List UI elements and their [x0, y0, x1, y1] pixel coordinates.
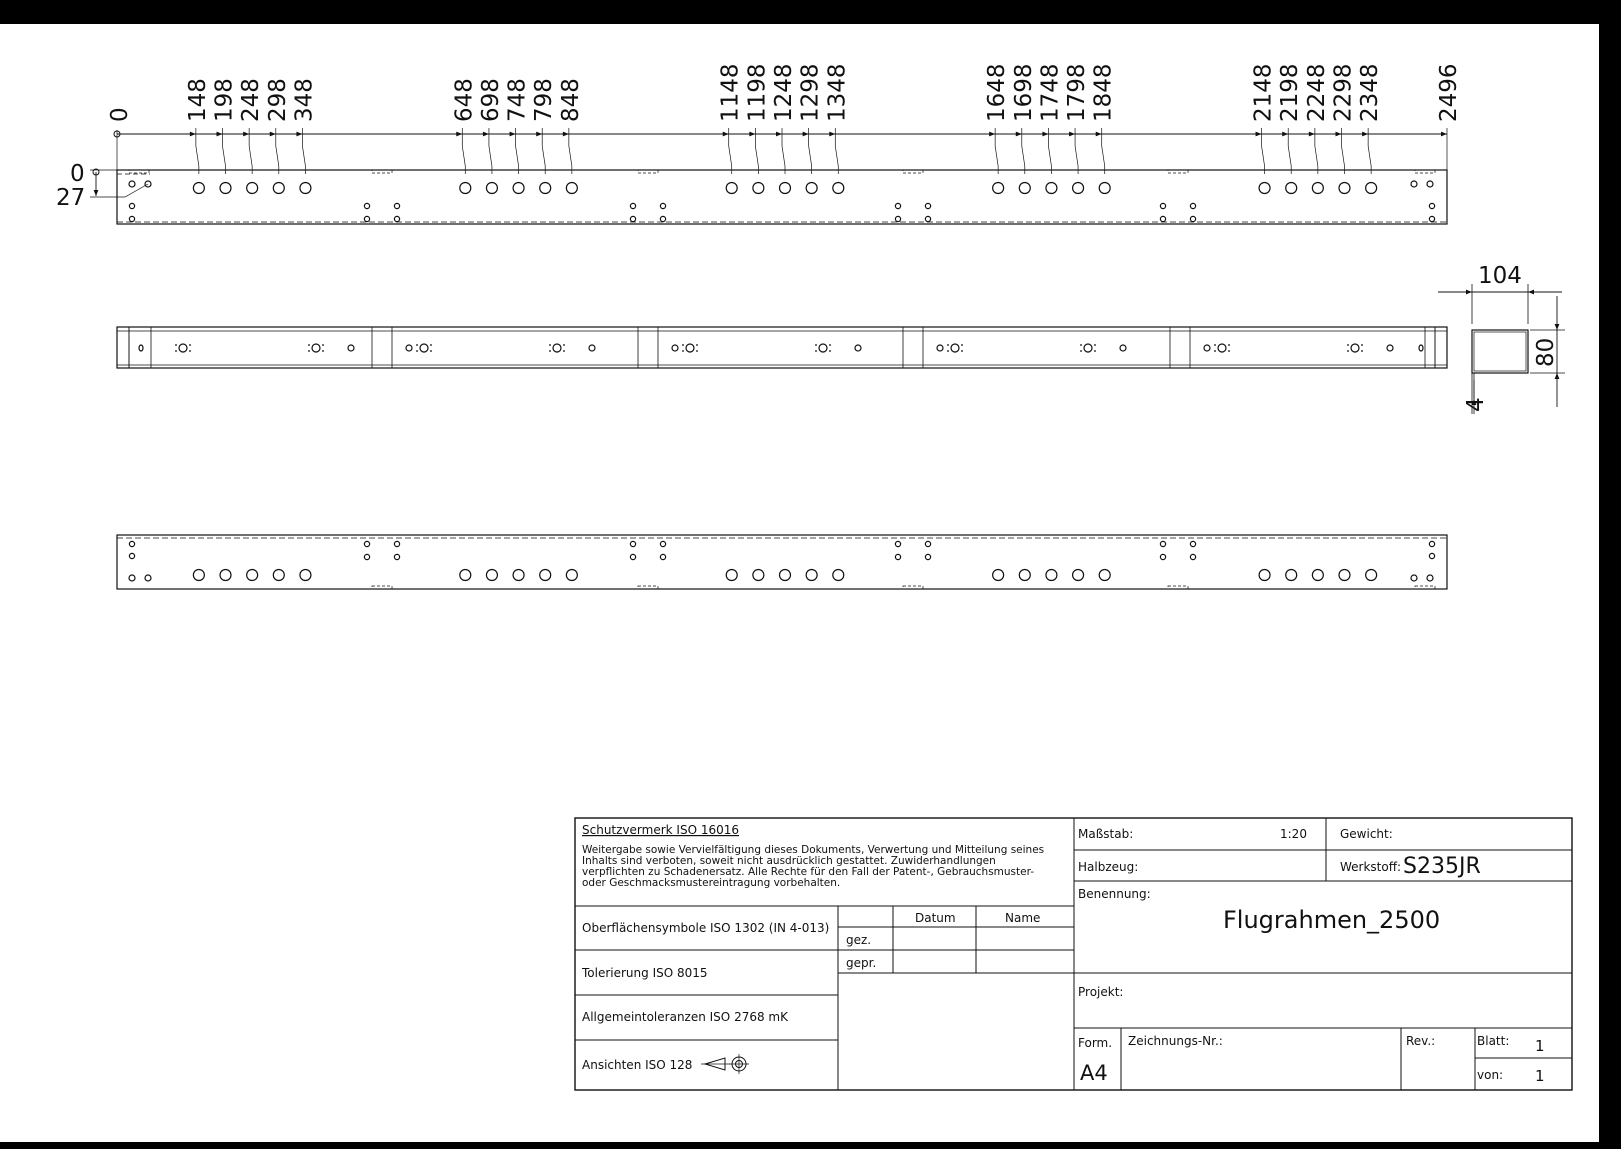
dim-extension-2148 — [1262, 128, 1265, 174]
small-hole — [925, 203, 930, 208]
bottom-hole-648 — [460, 570, 471, 581]
small-hole — [1427, 575, 1433, 581]
dim-extension-2248 — [1315, 128, 1318, 174]
hole-148 — [193, 183, 204, 194]
hole-2348 — [1366, 183, 1377, 194]
dim-origin-y: 0 — [70, 161, 85, 187]
small-hole — [895, 541, 900, 546]
dim-label-1148: 1148 — [717, 63, 744, 122]
dim-label-1848: 1848 — [1090, 63, 1117, 122]
dim-extension-1248 — [782, 128, 785, 174]
small-hole — [1190, 216, 1195, 221]
small-hole — [1160, 554, 1165, 559]
dim-label-298: 298 — [264, 78, 291, 122]
small-hole — [1429, 541, 1434, 546]
bottom-hole-1848 — [1099, 570, 1110, 581]
views-label: Ansichten ISO 128 — [582, 1058, 693, 1072]
small-hole — [129, 575, 135, 581]
dim-label-648: 648 — [451, 78, 478, 122]
bottom-hole-2248 — [1312, 570, 1323, 581]
side-end-hole — [139, 345, 143, 351]
checked-label: gepr. — [846, 956, 877, 970]
side-hole-pair — [1084, 344, 1092, 352]
drawing-number-label: Zeichnungs-Nr.: — [1128, 1034, 1223, 1048]
dim-extension-148 — [196, 128, 199, 174]
side-hole — [1387, 345, 1393, 351]
side-hole-pair — [819, 344, 827, 352]
small-hole — [660, 203, 665, 208]
small-hole — [1429, 553, 1434, 558]
bottom-hole-198 — [220, 570, 231, 581]
of-label: von: — [1477, 1068, 1504, 1082]
revision-label: Rev.: — [1406, 1034, 1436, 1048]
bottom-hole-698 — [486, 570, 497, 581]
bottom-hole-2298 — [1339, 570, 1350, 581]
dim-label-1248: 1248 — [771, 63, 797, 122]
dim-origin-x: 0 — [107, 107, 133, 122]
dim-label-1298: 1298 — [797, 63, 824, 122]
hole-1848 — [1099, 183, 1110, 194]
dim-extension-1848 — [1102, 128, 1105, 174]
side-hole — [1204, 345, 1210, 351]
bottom-hole-148 — [193, 570, 204, 581]
datum-header: Datum — [915, 911, 956, 925]
hole-1148 — [726, 183, 737, 194]
dim-label-798: 798 — [531, 78, 558, 122]
small-hole — [925, 216, 930, 221]
side-hole-pair — [179, 344, 187, 352]
sheet-value: 1 — [1535, 1037, 1545, 1055]
dim-label-848: 848 — [557, 78, 584, 122]
bottom-hole-1148 — [726, 570, 737, 581]
dim-label-2298: 2298 — [1330, 63, 1357, 122]
hole-1748 — [1046, 183, 1057, 194]
dim-extension-1748 — [1048, 128, 1051, 174]
hole-698 — [486, 183, 497, 194]
side-hole-pair — [312, 344, 320, 352]
small-hole — [660, 554, 665, 559]
bottom-hole-1798 — [1073, 570, 1084, 581]
small-hole — [364, 203, 369, 208]
small-hole — [925, 554, 930, 559]
hole-2298 — [1339, 183, 1350, 194]
side-hole — [672, 345, 678, 351]
dim-label-2198: 2198 — [1277, 63, 1304, 122]
dim-label-1348: 1348 — [824, 63, 851, 122]
hole-2248 — [1312, 183, 1323, 194]
hole-2198 — [1286, 183, 1297, 194]
small-hole — [145, 575, 151, 581]
small-hole — [895, 203, 900, 208]
side-hole-pair — [951, 344, 959, 352]
hole-298 — [273, 183, 284, 194]
small-hole — [660, 216, 665, 221]
dim-offset-27: 27 — [56, 185, 86, 211]
dim-extension-1148 — [729, 128, 732, 174]
bottom-hole-298 — [273, 570, 284, 581]
technical-drawing — [0, 24, 1599, 1142]
dim-label-1198: 1198 — [744, 63, 771, 122]
material-value: S235JR — [1403, 854, 1481, 879]
general-tolerance-label: Allgemeintoleranzen ISO 2768 mK — [582, 1010, 788, 1024]
dim-extension-2298 — [1341, 128, 1344, 174]
small-hole — [630, 203, 635, 208]
protection-line-3: verpflichten zu Schadenersatz. Alle Rechte für den Fall der Patent-, Gebrauchsmuster- — [582, 866, 1035, 878]
front-view-holes — [129, 170, 1435, 222]
side-hole-pair — [1351, 344, 1359, 352]
side-end-hole — [1419, 345, 1423, 351]
hole-198 — [220, 183, 231, 194]
side-hole-pair — [420, 344, 428, 352]
dim-section-height: 80 — [1533, 337, 1559, 367]
hole-1298 — [806, 183, 817, 194]
bottom-hole-798 — [540, 570, 551, 581]
small-hole — [1411, 575, 1417, 581]
side-hole — [855, 345, 861, 351]
bottom-hole-1298 — [806, 570, 817, 581]
side-hole-pair — [686, 344, 694, 352]
bottom-hole-1248 — [780, 570, 791, 581]
bottom-hole-848 — [566, 570, 577, 581]
weight-label: Gewicht: — [1340, 827, 1393, 841]
dim-label-2496: 2496 — [1436, 63, 1462, 122]
hole-1248 — [780, 183, 791, 194]
bottom-hole-1348 — [833, 570, 844, 581]
hole-798 — [540, 183, 551, 194]
small-hole — [1160, 216, 1165, 221]
small-hole — [364, 541, 369, 546]
bottom-view — [117, 535, 1447, 589]
small-hole — [129, 216, 134, 221]
bottom-hole-2348 — [1366, 570, 1377, 581]
hole-1348 — [833, 183, 844, 194]
project-label: Projekt: — [1078, 985, 1124, 999]
small-hole — [1427, 181, 1433, 187]
small-hole — [1429, 203, 1434, 208]
hole-648 — [460, 183, 471, 194]
dim-extension-298 — [276, 128, 279, 174]
tolerance-label: Tolerierung ISO 8015 — [582, 966, 708, 980]
projection-symbol-icon — [701, 1054, 749, 1074]
drawn-label: gez. — [846, 933, 872, 947]
small-hole — [129, 203, 134, 208]
bottom-view-holes — [129, 541, 1435, 589]
bottom-hole-2148 — [1259, 570, 1270, 581]
small-hole — [129, 541, 134, 546]
bottom-hole-1698 — [1019, 570, 1030, 581]
small-hole — [1160, 203, 1165, 208]
small-hole — [394, 541, 399, 546]
dim-extension-848 — [569, 128, 572, 174]
beam-outline-front — [117, 170, 1447, 224]
small-hole — [394, 203, 399, 208]
dim-extension-1198 — [755, 128, 758, 174]
format-value: A4 — [1080, 1061, 1108, 1085]
position-dimensions — [90, 63, 1462, 197]
dim-label-2148: 2148 — [1250, 63, 1277, 122]
dim-extension-698 — [489, 128, 492, 174]
dim-extension-648 — [462, 128, 465, 174]
bottom-hole-1198 — [753, 570, 764, 581]
section-inner — [1474, 332, 1526, 371]
hole-1648 — [993, 183, 1004, 194]
dim-extension-1348 — [835, 128, 838, 174]
small-hole — [1190, 541, 1195, 546]
side-hole-pair — [553, 344, 561, 352]
surface-symbols-label: Oberflächensymbole ISO 1302 (IN 4-013) — [582, 921, 830, 935]
side-view — [117, 327, 1447, 368]
side-hole — [1120, 345, 1126, 351]
dim-label-348: 348 — [291, 78, 318, 122]
dim-extension-1298 — [809, 128, 812, 174]
side-hole — [406, 345, 412, 351]
small-hole — [364, 216, 369, 221]
dim-y-leader — [125, 184, 148, 197]
protection-line-1: Weitergabe sowie Vervielfältigung dieses Dokuments, Verwertung und Mitteilung seines — [582, 844, 1045, 856]
small-hole — [129, 553, 134, 558]
hole-1198 — [753, 183, 764, 194]
bottom-hole-1748 — [1046, 570, 1057, 581]
dim-label-2248: 2248 — [1303, 63, 1330, 122]
dim-extension-2198 — [1288, 128, 1291, 174]
small-hole — [895, 216, 900, 221]
dim-extension-348 — [302, 128, 305, 174]
dim-extension-748 — [516, 128, 519, 174]
dim-wall-thickness: 4 — [1463, 397, 1489, 412]
side-hole — [589, 345, 595, 351]
bottom-hole-1648 — [993, 570, 1004, 581]
side-hole — [348, 345, 354, 351]
small-hole — [630, 541, 635, 546]
dim-extension-1798 — [1075, 128, 1078, 174]
hole-848 — [566, 183, 577, 194]
bottom-hole-348 — [300, 570, 311, 581]
protection-line-4: oder Geschmacksmustereintragung vorbehalten. — [582, 877, 841, 889]
small-hole — [129, 181, 135, 187]
dim-label-698: 698 — [477, 78, 504, 122]
front-view — [117, 170, 1447, 224]
hole-2148 — [1259, 183, 1270, 194]
designation-value: Flugrahmen_2500 — [1223, 906, 1441, 934]
side-hole-pair — [1218, 344, 1226, 352]
beam-outline-bottom — [117, 535, 1447, 589]
dim-label-1648: 1648 — [984, 63, 1011, 122]
hole-1798 — [1073, 183, 1084, 194]
small-hole — [364, 554, 369, 559]
bottom-hole-2198 — [1286, 570, 1297, 581]
section-outer — [1472, 330, 1528, 373]
scale-label: Maßstab: — [1078, 827, 1134, 841]
hole-348 — [300, 183, 311, 194]
dim-extension-248 — [249, 128, 252, 174]
small-hole — [394, 554, 399, 559]
dim-label-1698: 1698 — [1010, 63, 1037, 122]
sheet-label: Blatt: — [1477, 1034, 1510, 1048]
of-value: 1 — [1535, 1067, 1545, 1085]
small-hole — [925, 541, 930, 546]
dim-extension-1698 — [1022, 128, 1025, 174]
dim-label-148: 148 — [184, 78, 211, 122]
format-label: Form. — [1078, 1036, 1113, 1050]
small-hole — [1190, 203, 1195, 208]
side-hole — [937, 345, 943, 351]
side-view-details — [117, 327, 1447, 368]
bottom-hole-248 — [247, 570, 258, 581]
dim-label-1748: 1748 — [1037, 63, 1064, 122]
small-hole — [895, 554, 900, 559]
dim-label-1798: 1798 — [1064, 63, 1091, 122]
beam-outline-side — [117, 327, 1447, 368]
dim-label-198: 198 — [211, 78, 238, 122]
name-header: Name — [1005, 911, 1041, 925]
scale-value: 1:20 — [1280, 827, 1307, 841]
bottom-hole-748 — [513, 570, 524, 581]
hole-1698 — [1019, 183, 1030, 194]
small-hole — [660, 541, 665, 546]
title-block-text — [581, 823, 1545, 1085]
protection-title: Schutzvermerk ISO 16016 — [582, 823, 739, 837]
designation-label: Benennung: — [1078, 887, 1151, 901]
dim-extension-798 — [542, 128, 545, 174]
small-hole — [630, 554, 635, 559]
dim-label-748: 748 — [504, 78, 531, 122]
protection-line-2: Inhalts sind verboten, soweit nicht ausdrücklich gestattet. Zuwiderhandlungen — [582, 855, 996, 867]
dim-label-248: 248 — [238, 78, 265, 122]
small-hole — [1160, 541, 1165, 546]
drawing-sheet — [0, 24, 1599, 1142]
dim-section-width: 104 — [1478, 263, 1522, 289]
hole-748 — [513, 183, 524, 194]
material-label: Werkstoff: — [1340, 860, 1402, 874]
dim-extension-2348 — [1368, 128, 1371, 174]
small-hole — [1429, 216, 1434, 221]
dim-extension-198 — [223, 128, 226, 174]
small-hole — [394, 216, 399, 221]
small-hole — [630, 216, 635, 221]
dim-label-2348: 2348 — [1357, 63, 1384, 122]
dim-extension-1648 — [995, 128, 998, 174]
small-hole — [1411, 181, 1417, 187]
semi-finished-label: Halbzeug: — [1078, 860, 1139, 874]
hole-248 — [247, 183, 258, 194]
small-hole — [1190, 554, 1195, 559]
